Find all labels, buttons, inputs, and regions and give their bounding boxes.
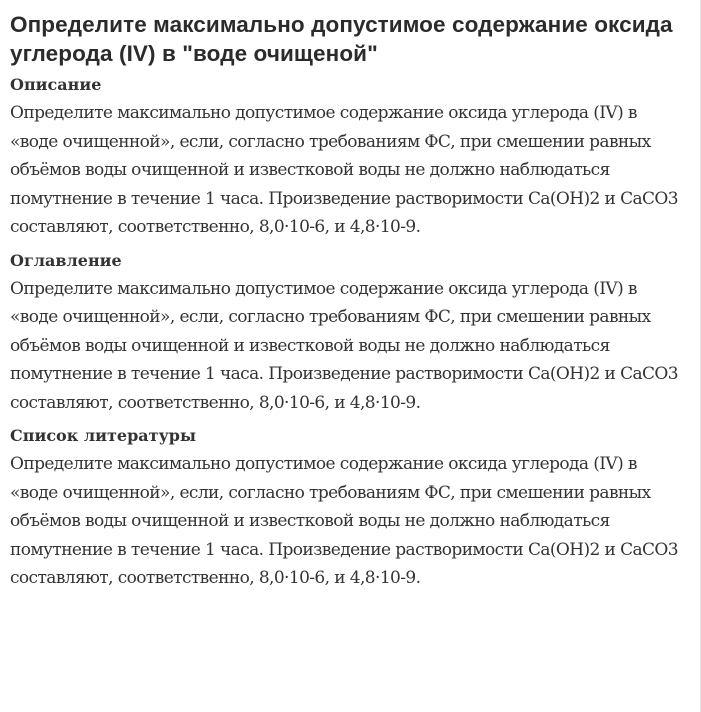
section-heading: Оглавление [10,250,122,270]
section-body: Определите максимально допустимое содержание оксида углерода (IV) в «воде очищенной», если, согласно требованиям ФС, при смешении равных объёмов воды очищенной и известковой воды не должно наблюдаться помутнение в течение 1 часа. Произведение растворимости Ca(OH)2 и CaCO3 составляют, соответственно, 8,0·10-6, и 4,8·10-9. [10,278,678,413]
section-heading: Описание [10,75,102,94]
section-contents [10,250,688,418]
page-title: Определите максимально допустимое содержание оксида углерода (IV) в "воде очищеной" [10,12,673,66]
section-description [10,74,688,242]
section-references [10,425,688,593]
section-body: Определите максимально допустимое содержание оксида углерода (IV) в «воде очищенной», если, согласно требованиям ФС, при смешении равных объёмов воды очищенной и известковой воды не должно наблюдаться помутнение в течение 1 часа. Произведение растворимости Ca(OH)2 и CaCO3 составляют, соответственно, 8,0·10-6, и 4,8·10-9. [10,454,678,588]
section-body: Определите максимально допустимое содержание оксида углерода (IV) в «воде очищенной», если, согласно требованиям ФС, при смешении равных объёмов воды очищенной и известковой воды не должно наблюдаться помутнение в течение 1 часа. Произведение растворимости Ca(OH)2 и CaCO3 составляют, соответственно, 8,0·10-6, и 4,8·10-9. [10,103,678,237]
section-heading: Список литературы [10,426,197,445]
